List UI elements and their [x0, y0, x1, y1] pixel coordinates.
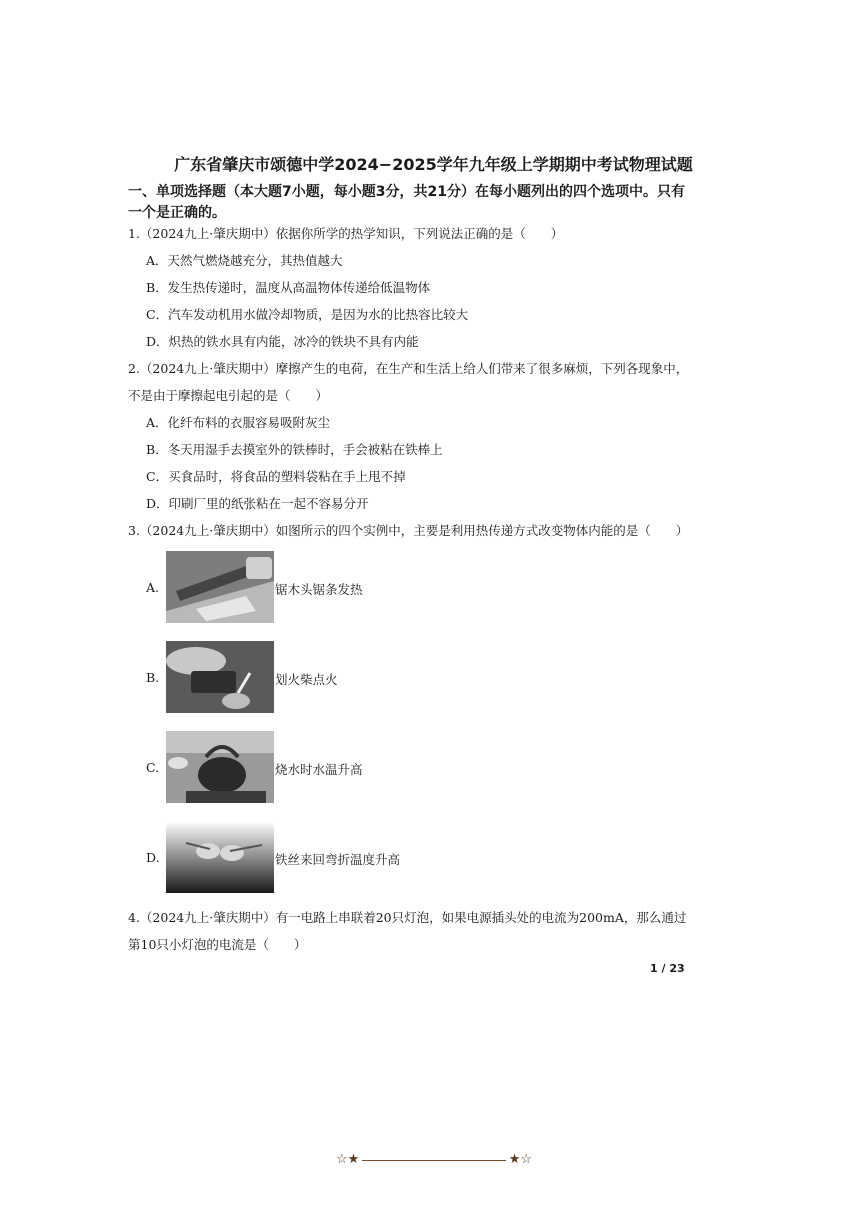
question-2-stem-line1: 2.（2024九上·肇庆期中）摩擦产生的电荷，在生产和生活上给人们带来了很多麻烦，下列各现象中，	[128, 361, 689, 376]
question-1-option-b: B．发生热传递时，温度从高温物体传递给低温物体	[146, 280, 431, 295]
saw-photo	[166, 551, 274, 623]
option-letter: B.	[146, 670, 160, 685]
wire-bending-photo	[166, 821, 274, 893]
question-3-stem: 3.（2024九上·肇庆期中）如图所示的四个实例中，主要是利用热传递方式改变物体内能的是（ ）	[128, 523, 689, 538]
question-1-stem: 1.（2024九上·肇庆期中）依据你所学的热学知识，下列说法正确的是（ ）	[128, 226, 564, 241]
question-2-option-a: A．化纤布料的衣服容易吸附灰尘	[146, 415, 331, 430]
option-letter: D.	[146, 850, 160, 865]
kettle-photo	[166, 731, 274, 803]
match-photo	[166, 641, 274, 713]
question-1-option-d: D．炽热的铁水具有内能，冰冷的铁块不具有内能	[146, 334, 419, 349]
question-1-option-c: C．汽车发动机用水做冷却物质，是因为水的比热容比较大	[146, 307, 469, 322]
footer-divider	[362, 1160, 506, 1161]
question-2-option-d: D．印刷厂里的纸张粘在一起不容易分开	[146, 496, 369, 511]
question-2-option-c: C．买食品时，将食品的塑料袋粘在手上甩不掉	[146, 469, 406, 484]
footer-right-stars: ★☆	[508, 1152, 532, 1167]
option-caption: 烧水时水温升高	[275, 762, 363, 777]
question-2-stem-line2: 不是由于摩擦起电引起的是（ ）	[128, 388, 329, 403]
question-4-stem-line2: 第10只小灯泡的电流是（ ）	[128, 937, 307, 952]
section-heading: 一、单项选择题（本大题7小题，每小题3分，共21分）在每小题列出的四个选项中。只有一个是正确的。	[128, 184, 685, 221]
option-letter: A.	[146, 580, 160, 595]
question-1-option-a: A．天然气燃烧越充分，其热值越大	[146, 253, 343, 268]
option-caption: 锯木头锯条发热	[275, 582, 363, 597]
question-4-stem-line1: 4.（2024九上·肇庆期中）有一电路上串联着20只灯泡，如果电源插头处的电流为200mA，那么通过	[128, 910, 687, 925]
option-caption: 铁丝来回弯折温度升高	[275, 852, 401, 867]
option-letter: C.	[146, 760, 160, 775]
option-caption: 划火柴点火	[275, 672, 338, 687]
question-2-option-b: B．冬天用湿手去摸室外的铁棒时，手会被粘在铁棒上	[146, 442, 443, 457]
footer-left-stars: ☆★	[336, 1152, 360, 1167]
page-number: 1 / 23	[650, 962, 685, 975]
page-title: 广东省肇庆市颂德中学2024−2025学年九年级上学期期中考试物理试题	[174, 155, 693, 174]
footer-ornament	[336, 1152, 532, 1168]
